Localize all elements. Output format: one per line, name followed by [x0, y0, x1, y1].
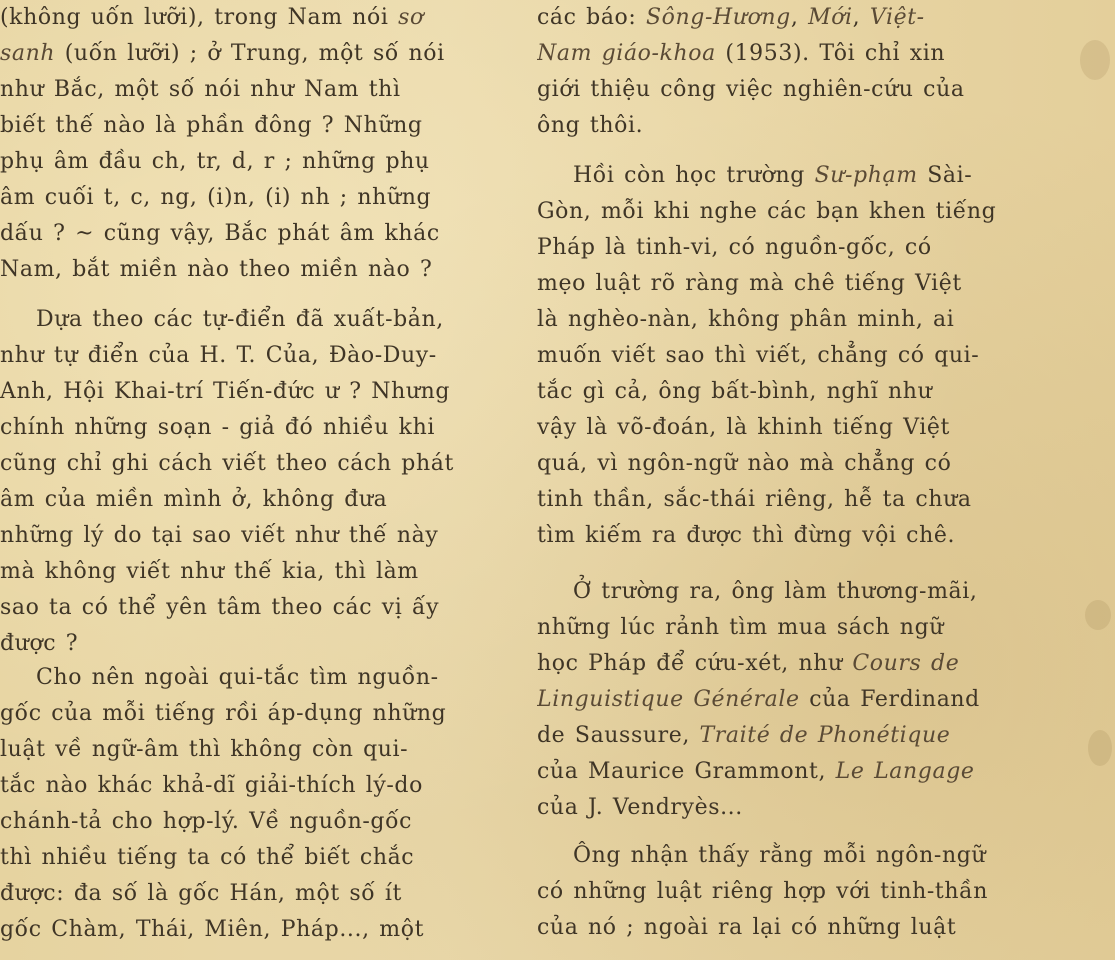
- text-run: biết thế nào là phần đông ? Những: [0, 113, 423, 138]
- text-run: ,: [852, 5, 870, 30]
- text-line: [537, 36, 1047, 72]
- paper-stain: [1085, 600, 1111, 630]
- italic-title: Cours de: [852, 651, 960, 676]
- text-line: [0, 876, 515, 912]
- italic-title: Le Langage: [835, 759, 975, 784]
- text-line: [537, 482, 1047, 518]
- text-run: dấu ? ~ cũng vậy, Bắc phát âm khác: [0, 221, 440, 246]
- text-line: [0, 36, 515, 72]
- text-run: mẹo luật rõ ràng mà chê tiếng Việt: [537, 271, 962, 296]
- italic-title: Traité de Phonétique: [699, 723, 951, 748]
- text-run: của J. Vendryès...: [537, 795, 743, 820]
- text-run: có những luật riêng hợp với tinh-thần: [537, 879, 988, 904]
- text-run: luật về ngữ-âm thì không còn qui-: [0, 737, 409, 762]
- text-run: Pháp là tinh-vi, có nguồn-gốc, có: [537, 235, 932, 260]
- text-run: tinh thần, sắc-thái riêng, hễ ta chưa: [537, 487, 972, 512]
- text-line: [537, 610, 1047, 646]
- italic-title: Linguistique Générale: [537, 687, 800, 712]
- text-line: [0, 252, 515, 288]
- text-run: chính những soạn - giả đó nhiều khi: [0, 415, 436, 440]
- text-run: tắc gì cả, ông bất-bình, nghĩ như: [537, 379, 933, 404]
- text-run: Ông nhận thấy rằng mỗi ngôn-ngữ: [573, 843, 987, 868]
- text-line: [0, 518, 515, 554]
- text-line: [0, 590, 515, 626]
- text-run: âm cuối t, c, ng, (i)n, (i) nh ; những: [0, 185, 432, 210]
- paragraph: [537, 0, 1047, 144]
- text-run: gốc Chàm, Thái, Miên, Pháp..., một: [0, 917, 425, 942]
- paragraph: [0, 660, 515, 948]
- text-run: (uốn lưỡi) ; ở Trung, một số nói: [55, 41, 445, 66]
- text-run: học Pháp để cứu-xét, như: [537, 651, 853, 676]
- text-run: như tự điển của H. T. Của, Đào-Duy-: [0, 343, 437, 368]
- text-run: của Ferdinand: [799, 687, 980, 712]
- text-line: [537, 108, 1047, 144]
- text-line: [0, 696, 515, 732]
- text-run: của Maurice Grammont,: [537, 759, 836, 784]
- text-line: [0, 840, 515, 876]
- text-line: [0, 108, 515, 144]
- paper-stain: [1088, 730, 1112, 766]
- text-line: [0, 626, 515, 662]
- italic-title: Việt-: [869, 5, 925, 30]
- text-run: Anh, Hội Khai-trí Tiến-đức ư ? Nhưng: [0, 379, 451, 404]
- text-line: [0, 768, 515, 804]
- text-run: những lý do tại sao viết như thế này: [0, 523, 439, 548]
- text-line: [537, 838, 1047, 874]
- text-run: quá, vì ngôn-ngữ nào mà chẳng có: [537, 451, 952, 476]
- text-run: những lúc rảnh tìm mua sách ngữ: [537, 615, 945, 640]
- text-line: [0, 912, 515, 948]
- text-line: [537, 910, 1047, 946]
- text-line: [537, 194, 1047, 230]
- text-run: chánh-tả cho hợp-lý. Về nguồn-gốc: [0, 809, 413, 834]
- text-line: [0, 180, 515, 216]
- italic-title: sơ: [398, 5, 424, 30]
- text-line: [537, 446, 1047, 482]
- text-run: Sài-: [917, 163, 973, 188]
- italic-title: sanh: [0, 41, 56, 66]
- text-line: [537, 72, 1047, 108]
- text-line: [537, 230, 1047, 266]
- text-run: Gòn, mỗi khi nghe các bạn khen tiếng: [537, 199, 997, 224]
- text-line: [537, 682, 1047, 718]
- text-line: [0, 804, 515, 840]
- text-run: Hồi còn học trường: [573, 163, 815, 188]
- text-line: [537, 266, 1047, 302]
- italic-title: Nam giáo-khoa: [537, 41, 716, 66]
- paragraph: [0, 302, 515, 662]
- paragraph: [537, 158, 1047, 554]
- text-line: [0, 72, 515, 108]
- paper-stain: [1080, 40, 1110, 80]
- text-line: [0, 144, 515, 180]
- text-line: [0, 482, 515, 518]
- text-line: [0, 302, 515, 338]
- text-run: Cho nên ngoài qui-tắc tìm nguồn-: [36, 665, 439, 690]
- text-line: [537, 718, 1047, 754]
- text-run: cũng chỉ ghi cách viết theo cách phát: [0, 451, 454, 476]
- text-run: phụ âm đầu ch, tr, d, r ; những phụ: [0, 149, 430, 174]
- text-run: gốc của mỗi tiếng rồi áp-dụng những: [0, 701, 447, 726]
- text-run: vậy là võ-đoán, là khinh tiếng Việt: [537, 415, 950, 440]
- italic-title: Sư-phạm: [814, 163, 918, 188]
- paragraph: [0, 0, 515, 288]
- text-line: [0, 216, 515, 252]
- text-line: [0, 446, 515, 482]
- italic-title: Mới: [808, 5, 853, 30]
- text-line: [537, 518, 1047, 554]
- text-run: Ở trường ra, ông làm thương-mãi,: [573, 579, 978, 604]
- text-run: các báo:: [537, 5, 647, 30]
- text-run: âm của miền mình ở, không đưa: [0, 487, 388, 512]
- text-run: giới thiệu công việc nghiên-cứu của: [537, 77, 965, 102]
- text-run: tìm kiếm ra được thì đừng vội chê.: [537, 523, 956, 548]
- italic-title: Sông-Hương: [646, 5, 791, 30]
- text-run: thì nhiều tiếng ta có thể biết chắc: [0, 845, 415, 870]
- text-line: [537, 158, 1047, 194]
- text-run: tắc nào khác khả-dĩ giải-thích lý-do: [0, 773, 423, 798]
- text-line: [537, 302, 1047, 338]
- text-run: được: đa số là gốc Hán, một số ít: [0, 881, 402, 906]
- text-run: (1953). Tôi chỉ xin: [715, 41, 946, 66]
- text-line: [537, 374, 1047, 410]
- text-run: Dựa theo các tự-điển đã xuất-bản,: [36, 307, 444, 332]
- text-line: [0, 660, 515, 696]
- text-run: Nam, bắt miền nào theo miền nào ?: [0, 257, 433, 282]
- text-line: [537, 338, 1047, 374]
- paragraph: [537, 838, 1047, 946]
- text-run: được ?: [0, 631, 79, 656]
- text-run: mà không viết như thế kia, thì làm: [0, 559, 419, 584]
- text-line: [0, 374, 515, 410]
- text-run: de Saussure,: [537, 723, 700, 748]
- text-line: [537, 754, 1047, 790]
- text-line: [537, 790, 1047, 826]
- text-line: [537, 0, 1047, 36]
- text-run: (không uốn lưỡi), trong Nam nói: [0, 5, 399, 30]
- text-run: sao ta có thể yên tâm theo các vị ấy: [0, 595, 440, 620]
- paragraph: [537, 574, 1047, 826]
- text-line: [537, 646, 1047, 682]
- text-run: ,: [790, 5, 809, 30]
- text-line: [537, 574, 1047, 610]
- text-run: là nghèo-nàn, không phân minh, ai: [537, 307, 955, 332]
- text-run: của nó ; ngoài ra lại có những luật: [537, 915, 957, 940]
- text-run: ông thôi.: [537, 113, 644, 138]
- text-run: muốn viết sao thì viết, chẳng có qui-: [537, 343, 980, 368]
- text-line: [0, 0, 515, 36]
- text-line: [537, 410, 1047, 446]
- text-line: [537, 874, 1047, 910]
- text-line: [0, 554, 515, 590]
- text-line: [0, 338, 515, 374]
- text-line: [0, 410, 515, 446]
- text-run: như Bắc, một số nói như Nam thì: [0, 77, 401, 102]
- text-line: [0, 732, 515, 768]
